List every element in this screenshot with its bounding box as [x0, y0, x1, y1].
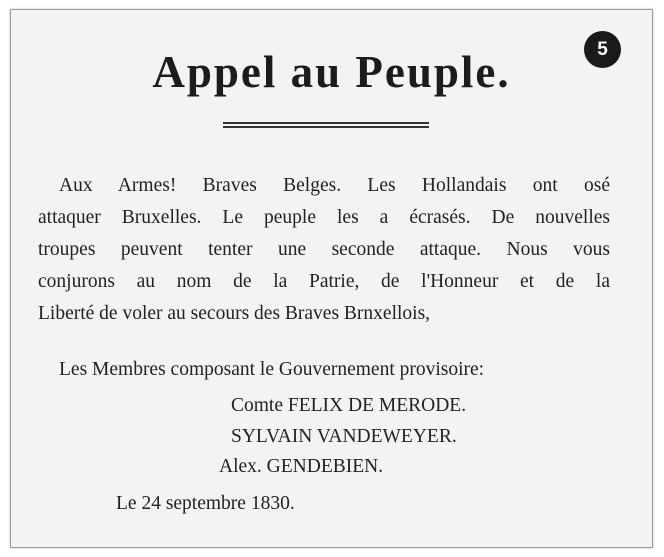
body-line: conjurons au nom de la Patrie, de l'Honneur et de la [38, 271, 610, 292]
body-line: attaquer Bruxelles. Le peuple les a écrasés. De nouvelles [38, 207, 610, 228]
divider-rule [223, 122, 429, 124]
signatories-intro: Les Membres composant le Gouvernement provisoire: [59, 359, 485, 380]
body-line: Liberté de voler au secours des Braves Brnxellois, [38, 303, 431, 324]
proclamation-sheet [10, 9, 653, 548]
document-date: Le 24 septembre 1830. [116, 493, 295, 514]
number-badge: 5 [584, 31, 621, 68]
divider-rule [223, 126, 429, 128]
signatory: Alex. GENDEBIEN. [219, 456, 384, 477]
document-title: Appel au Peuple. [152, 47, 511, 97]
body-line: Aux Armes! Braves Belges. Les Hollandais ont osé [59, 175, 610, 196]
signatory: Comte FELIX DE MERODE. [231, 395, 467, 416]
signatory: SYLVAIN VANDEWEYER. [231, 426, 457, 447]
body-line: troupes peuvent tenter une seconde attaque. Nous vous [38, 239, 610, 260]
